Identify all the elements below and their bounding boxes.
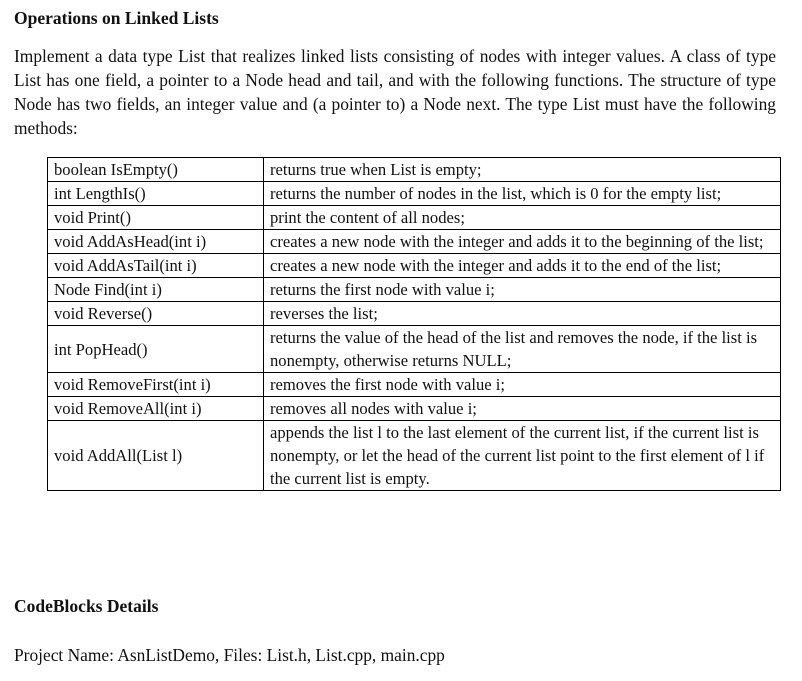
method-signature: void AddAsHead(int i) <box>48 230 264 254</box>
method-description: returns true when List is empty; <box>264 158 781 182</box>
method-row <box>48 158 781 182</box>
method-row <box>48 302 781 326</box>
method-description: returns the value of the head of the list and removes the node, if the list is nonempty, otherwise returns NULL; <box>264 326 781 373</box>
method-signature: void RemoveFirst(int i) <box>48 373 264 397</box>
method-description: appends the list l to the last element of the current list, if the current list is nonempty, or let the head of the current list point to the first element of l if the current list is empty. <box>264 421 781 491</box>
method-row <box>48 278 781 302</box>
method-row <box>48 182 781 206</box>
method-signature: void AddAsTail(int i) <box>48 254 264 278</box>
method-row <box>48 373 781 397</box>
method-description: returns the number of nodes in the list, which is 0 for the empty list; <box>264 182 781 206</box>
project-details: Project Name: AsnListDemo, Files: List.h, List.cpp, main.cpp <box>14 645 445 665</box>
method-signature: void Reverse() <box>48 302 264 326</box>
method-row <box>48 254 781 278</box>
method-description: removes all nodes with value i; <box>264 397 781 421</box>
page-title: Operations on Linked Lists <box>14 8 219 28</box>
method-description: creates a new node with the integer and adds it to the beginning of the list; <box>264 230 781 254</box>
codeblocks-heading: CodeBlocks Details <box>14 596 159 616</box>
method-description: removes the first node with value i; <box>264 373 781 397</box>
methods-table <box>47 157 781 491</box>
method-signature: int LengthIs() <box>48 182 264 206</box>
method-row <box>48 230 781 254</box>
methods-table-body <box>48 158 781 491</box>
method-row <box>48 421 781 491</box>
method-row <box>48 326 781 373</box>
method-row <box>48 397 781 421</box>
intro-paragraph: Implement a data type List that realizes linked lists consisting of nodes with integer values. A class of type List has one field, a pointer to a Node head and tail, and with the following functions. The structure of type Node has two fields, an integer value and (a pointer to) a Node next. The type List must have the following methods: <box>14 46 776 138</box>
method-description: creates a new node with the integer and adds it to the end of the list; <box>264 254 781 278</box>
method-signature: boolean IsEmpty() <box>48 158 264 182</box>
method-description: reverses the list; <box>264 302 781 326</box>
method-signature: Node Find(int i) <box>48 278 264 302</box>
method-signature: int PopHead() <box>48 326 264 373</box>
method-description: print the content of all nodes; <box>264 206 781 230</box>
method-description: returns the first node with value i; <box>264 278 781 302</box>
method-signature: void Print() <box>48 206 264 230</box>
method-row <box>48 206 781 230</box>
method-signature: void AddAll(List l) <box>48 421 264 491</box>
method-signature: void RemoveAll(int i) <box>48 397 264 421</box>
